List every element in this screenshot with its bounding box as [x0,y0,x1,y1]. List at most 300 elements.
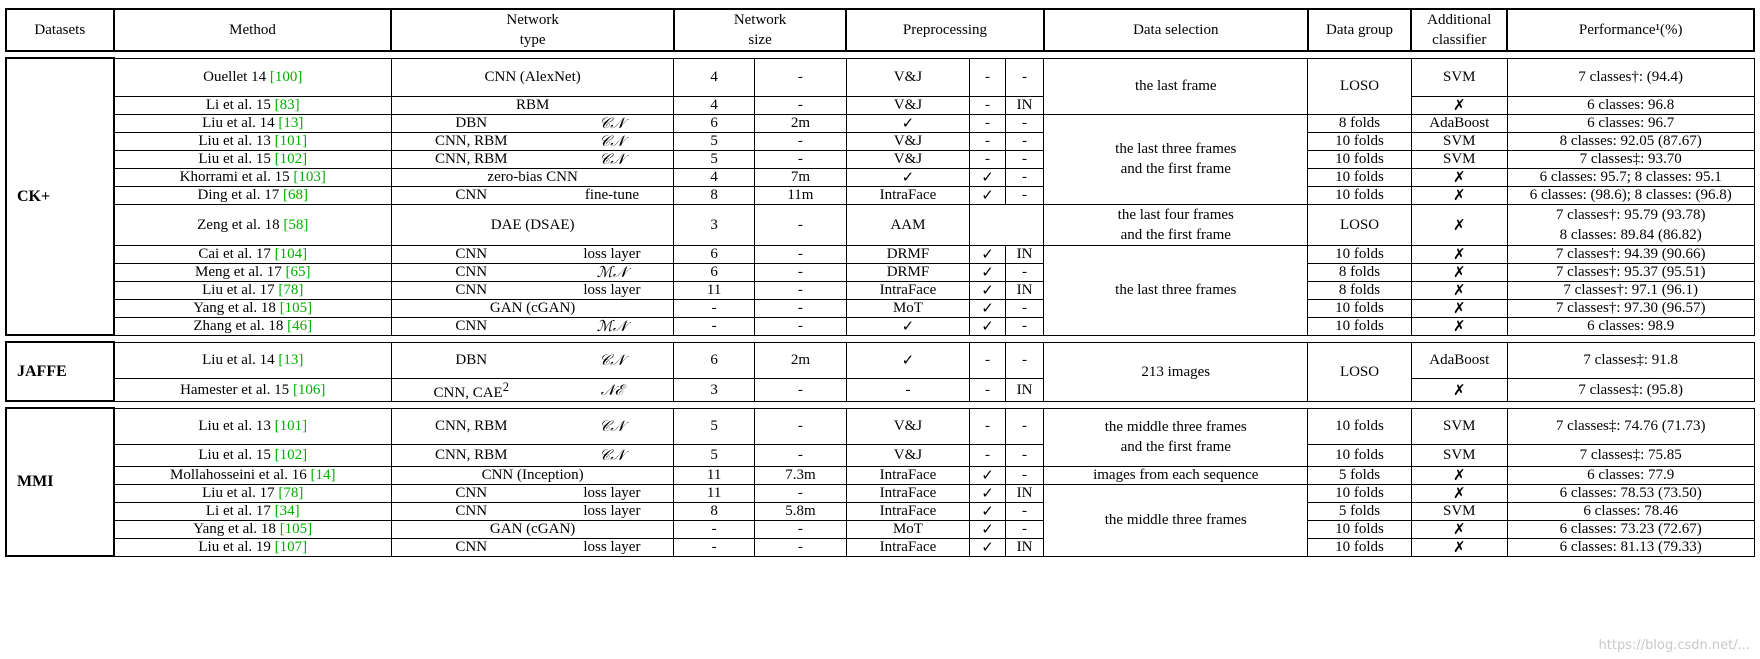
table-row [6,263,1754,281]
additional-classifier: ✗ [1411,96,1507,114]
additional-classifier: ✗ [1411,538,1507,556]
preprocess-normalization: - [1005,168,1043,186]
table-body [6,51,1754,556]
table-row [6,281,1754,299]
preprocess-augmentation: ✓ [970,168,1006,186]
network-params: - [754,132,846,150]
preprocess-normalization: IN [1005,281,1043,299]
gap-cell [6,51,1754,58]
citation-link[interactable]: [105] [279,300,313,316]
table-row [6,342,1754,378]
network-params: - [754,538,846,556]
citation-link[interactable]: [14] [310,467,336,483]
performance: 7 classes†: 95.79 (93.78) 8 classes: 89.84 (86.82) [1507,204,1754,245]
citation-link[interactable]: [13] [278,115,304,131]
data-group: 8 folds [1308,281,1411,299]
citation-link[interactable]: [101] [274,418,308,434]
header-preprocessing: Preprocessing [846,9,1043,51]
method-author: Mollahosseini et al. 16 [170,467,311,483]
table-row [6,204,1754,245]
additional-classifier: ✗ [1411,466,1507,484]
preprocess-augmentation: ✓ [970,245,1006,263]
method-cell [114,281,392,299]
method-author: Liu et al. 13 [198,133,275,149]
performance: 6 classes: 96.8 [1507,96,1754,114]
table-row [6,378,1754,401]
method-author: Ouellet 14 [203,69,270,85]
additional-classifier: ✗ [1411,204,1507,245]
data-group: 10 folds [1308,245,1411,263]
performance: 7 classes†: 95.37 (95.51) [1507,263,1754,281]
preprocess-augmentation: ✓ [970,538,1006,556]
table-row [6,317,1754,335]
method-author: Zeng et al. 18 [197,216,284,233]
network-depth: 4 [674,96,755,114]
preprocess-augmentation: ✓ [970,484,1006,502]
dataset-name: JAFFE [6,342,114,401]
preprocess-augmentation: - [970,150,1006,168]
network-params: 7.3m [754,466,846,484]
table-row [6,466,1754,484]
network-params: - [754,281,846,299]
header-data-selection: Data selection [1044,9,1308,51]
table-row [6,58,1754,96]
citation-link[interactable]: [106] [292,381,326,398]
method-cell [114,520,392,538]
gap-cell [6,335,1754,342]
method-cell [114,204,392,245]
preprocess-augmentation: - [970,132,1006,150]
preprocess-normalization: - [1005,114,1043,132]
network-modifier: loss layer [551,484,674,502]
table-row [6,114,1754,132]
network-params: 11m [754,186,846,204]
header-network-size: Network size [674,9,847,51]
preprocess-augmentation: ✓ [970,186,1006,204]
method-author: Hamester et al. 15 [180,381,293,398]
preprocess-detection: IntraFace [846,484,969,502]
network-modifier: 𝒞𝒩 [551,408,674,444]
preprocess-detection: ✓ [846,317,969,335]
method-author: Liu et al. 17 [202,282,279,298]
additional-classifier: SVM [1411,150,1507,168]
preprocess-normalization: IN [1005,245,1043,263]
network-depth: 6 [674,342,755,378]
additional-classifier: SVM [1411,408,1507,444]
performance: 6 classes: 98.9 [1507,317,1754,335]
preprocess-normalization: - [1005,520,1043,538]
network-type: GAN (cGAN) [391,520,673,538]
preprocess-detection: V&J [846,96,969,114]
network-params: - [754,378,846,401]
preprocess-augmentation: ✓ [970,520,1006,538]
network-depth: 11 [674,466,755,484]
preprocess-detection: MoT [846,299,969,317]
network-modifier: 𝒩ℰ [551,378,674,401]
data-group: 10 folds [1308,317,1411,335]
preprocess-normalization: - [1005,150,1043,168]
data-selection: the last four frames and the first frame [1044,204,1308,245]
citation-link[interactable]: [78] [278,485,304,501]
network-depth: 11 [674,484,755,502]
network-params: 2m [754,342,846,378]
data-group: 8 folds [1308,114,1411,132]
method-author: Meng et al. 17 [195,264,286,280]
additional-classifier: SVM [1411,58,1507,96]
preprocess-augmentation: ✓ [970,317,1006,335]
citation-link[interactable]: [58] [283,216,309,233]
additional-classifier: SVM [1411,502,1507,520]
preprocess-detection: DRMF [846,263,969,281]
data-group: 10 folds [1308,408,1411,444]
network-params: - [754,299,846,317]
network-depth: 5 [674,150,755,168]
performance: 7 classes‡: 74.76 (71.73) [1507,408,1754,444]
performance: 7 classes‡: 93.70 [1507,150,1754,168]
network-type: CNN, RBM [391,444,550,466]
preprocess-normalization: - [1005,466,1043,484]
network-modifier: 𝒞𝒩 [551,114,674,132]
network-depth: 5 [674,444,755,466]
data-selection: the last frame [1044,58,1308,114]
preprocess-normalization: IN [1005,96,1043,114]
network-params: 5.8m [754,502,846,520]
citation-link[interactable]: [46] [287,318,313,334]
preprocess-augmentation [970,204,1044,245]
table-row [6,408,1754,444]
preprocess-detection: V&J [846,444,969,466]
network-type: CNN (Inception) [391,466,673,484]
data-group: 10 folds [1308,168,1411,186]
method-author: Yang et al. 18 [193,300,280,316]
data-selection: the middle three frames [1044,484,1308,556]
citation-link[interactable]: [105] [279,521,313,537]
citation-link[interactable]: [83] [274,97,300,113]
table-row [6,150,1754,168]
preprocess-detection: IntraFace [846,502,969,520]
preprocess-augmentation: - [970,378,1006,401]
table-row [6,132,1754,150]
data-group: 5 folds [1308,502,1411,520]
network-depth: 6 [674,114,755,132]
citation-link[interactable]: [102] [274,447,308,463]
additional-classifier: AdaBoost [1411,114,1507,132]
network-modifier: loss layer [551,245,674,263]
header-performance: Performance¹(%) [1507,9,1754,51]
data-group: LOSO [1308,58,1411,114]
method-author: Liu et al. 15 [198,447,275,463]
network-params: - [754,263,846,281]
method-cell [114,444,392,466]
network-modifier: fine-tune [551,186,674,204]
network-type: CNN [391,263,550,281]
preprocess-detection: ✓ [846,168,969,186]
method-cell [114,58,392,96]
method-author: Liu et al. 15 [198,151,275,167]
method-author: Liu et al. 14 [202,115,279,131]
method-cell [114,150,392,168]
network-params: - [754,245,846,263]
network-params: - [754,408,846,444]
preprocess-detection: DRMF [846,245,969,263]
network-params: - [754,484,846,502]
citation-link[interactable]: [102] [274,151,308,167]
table-row [6,502,1754,520]
table-row [6,520,1754,538]
citation-link[interactable]: [103] [293,169,326,185]
preprocess-detection: IntraFace [846,186,969,204]
network-params: - [754,204,846,245]
results-table [5,8,1755,557]
method-cell [114,114,392,132]
citation-link[interactable]: [68] [282,187,308,203]
preprocess-normalization: - [1005,186,1043,204]
performance: 6 classes: 77.9 [1507,466,1754,484]
citation-link[interactable]: [13] [278,352,304,368]
network-type: CNN (AlexNet) [391,58,673,96]
data-selection: the middle three frames and the first frame [1044,408,1308,466]
data-group: LOSO [1308,204,1411,245]
table-row [6,444,1754,466]
method-cell [114,378,392,401]
header-method: Method [114,9,392,51]
network-modifier: 𝒞𝒩 [551,342,674,378]
preprocess-normalization: - [1005,132,1043,150]
preprocess-normalization: - [1005,342,1043,378]
citation-link[interactable]: [100] [269,69,303,85]
preprocess-augmentation: ✓ [970,281,1006,299]
preprocess-normalization: - [1005,444,1043,466]
performance: 7 classes‡: 75.85 [1507,444,1754,466]
citation-link[interactable]: [104] [274,246,308,262]
preprocess-normalization: - [1005,502,1043,520]
method-cell [114,96,392,114]
preprocess-detection: IntraFace [846,538,969,556]
preprocess-detection: V&J [846,408,969,444]
network-params: - [754,150,846,168]
performance: 6 classes: 78.53 (73.50) [1507,484,1754,502]
method-author: Li et al. 17 [205,503,275,519]
performance: 7 classes†: (94.4) [1507,58,1754,96]
network-type: CNN, CAE$^2$ [391,378,550,401]
header-row [6,9,1754,51]
network-type: CNN [391,538,550,556]
preprocess-detection: V&J [846,58,969,96]
citation-link[interactable]: [107] [274,539,308,555]
preprocess-augmentation: - [970,342,1006,378]
preprocess-augmentation: ✓ [970,466,1006,484]
network-type: GAN (cGAN) [391,299,673,317]
data-group: 10 folds [1308,444,1411,466]
network-depth: 3 [674,204,755,245]
additional-classifier: ✗ [1411,281,1507,299]
performance: 7 classes‡: 91.8 [1507,342,1754,378]
additional-classifier: ✗ [1411,520,1507,538]
additional-classifier: SVM [1411,444,1507,466]
method-author: Liu et al. 13 [198,418,275,434]
network-type: CNN [391,317,550,335]
additional-classifier: ✗ [1411,484,1507,502]
performance: 6 classes: (98.6); 8 classes: (96.8) [1507,186,1754,204]
network-params: - [754,520,846,538]
network-type: DBN [391,114,550,132]
network-modifier: loss layer [551,281,674,299]
network-type: DBN [391,342,550,378]
preprocess-detection: ✓ [846,114,969,132]
network-depth: 4 [674,168,755,186]
network-depth: 5 [674,408,755,444]
additional-classifier: ✗ [1411,186,1507,204]
preprocess-detection: - [846,378,969,401]
network-params: - [754,58,846,96]
preprocess-detection: MoT [846,520,969,538]
network-type: CNN [391,281,550,299]
footnote-marker: 2 [502,379,509,394]
network-depth: 4 [674,58,755,96]
data-selection: the last three frames and the first frame [1044,114,1308,204]
table-row [6,186,1754,204]
data-group: 10 folds [1308,186,1411,204]
network-type: CNN [391,502,550,520]
network-depth: 8 [674,186,755,204]
additional-classifier: ✗ [1411,168,1507,186]
network-type: RBM [391,96,673,114]
method-cell [114,317,392,335]
method-author: Yang et al. 18 [193,521,280,537]
data-selection: images from each sequence [1044,466,1308,484]
table-row [6,96,1754,114]
performance: 7 classes‡: (95.8) [1507,378,1754,401]
performance: 8 classes: 92.05 (87.67) [1507,132,1754,150]
preprocess-normalization: IN [1005,378,1043,401]
data-group: 10 folds [1308,132,1411,150]
preprocess-normalization: IN [1005,538,1043,556]
section-gap [6,335,1754,342]
network-depth: 6 [674,263,755,281]
header-network-type: Network type [391,9,673,51]
network-type: DAE (DSAE) [391,204,673,245]
gap-cell [6,401,1754,408]
table-row [6,299,1754,317]
preprocess-detection: V&J [846,132,969,150]
citation-link[interactable]: [34] [274,503,300,519]
method-cell [114,168,392,186]
data-selection: 213 images [1044,342,1308,401]
network-modifier: ℳ𝒩 [551,317,674,335]
preprocess-detection: AAM [846,204,969,245]
performance: 7 classes†: 97.1 (96.1) [1507,281,1754,299]
network-params: 7m [754,168,846,186]
citation-link[interactable]: [101] [274,133,308,149]
network-depth: - [674,538,755,556]
data-group: 10 folds [1308,538,1411,556]
method-cell [114,299,392,317]
method-cell [114,245,392,263]
method-author: Khorrami et al. 15 [179,169,294,185]
network-depth: 3 [674,378,755,401]
network-type: CNN [391,186,550,204]
method-cell [114,132,392,150]
method-cell [114,408,392,444]
network-modifier: 𝒞𝒩 [551,150,674,168]
method-author: Liu et al. 14 [202,352,279,368]
section-gap [6,401,1754,408]
network-params: - [754,96,846,114]
header-data-group: Data group [1308,9,1411,51]
method-author: Li et al. 15 [205,97,275,113]
preprocess-normalization: - [1005,58,1043,96]
dataset-name: MMI [6,408,114,556]
network-type: CNN, RBM [391,150,550,168]
performance: 7 classes†: 94.39 (90.66) [1507,245,1754,263]
preprocess-detection: IntraFace [846,281,969,299]
method-author: Cai et al. 17 [198,246,275,262]
method-cell [114,538,392,556]
network-depth: - [674,520,755,538]
preprocess-augmentation: - [970,58,1006,96]
data-group: 10 folds [1308,299,1411,317]
performance: 6 classes: 96.7 [1507,114,1754,132]
data-group: 5 folds [1308,466,1411,484]
network-type: zero-bias CNN [391,168,673,186]
data-group: 8 folds [1308,263,1411,281]
preprocess-augmentation: - [970,114,1006,132]
preprocess-augmentation: ✓ [970,502,1006,520]
network-depth: 11 [674,281,755,299]
preprocess-detection: IntraFace [846,466,969,484]
preprocess-normalization: IN [1005,484,1043,502]
preprocess-augmentation: - [970,96,1006,114]
network-modifier: 𝒞𝒩 [551,444,674,466]
network-type: CNN, RBM [391,132,550,150]
method-cell [114,186,392,204]
table-row [6,245,1754,263]
performance: 6 classes: 73.23 (72.67) [1507,520,1754,538]
method-author: Liu et al. 17 [202,485,279,501]
citation-link[interactable]: [78] [278,282,304,298]
network-params: - [754,444,846,466]
additional-classifier: ✗ [1411,245,1507,263]
preprocess-normalization: - [1005,299,1043,317]
network-depth: 8 [674,502,755,520]
preprocess-detection: ✓ [846,342,969,378]
additional-classifier: ✗ [1411,299,1507,317]
method-cell [114,342,392,378]
performance: 6 classes: 78.46 [1507,502,1754,520]
citation-link[interactable]: [65] [285,264,311,280]
network-depth: 5 [674,132,755,150]
data-group: 10 folds [1308,484,1411,502]
network-modifier: ℳ𝒩 [551,263,674,281]
additional-classifier: ✗ [1411,263,1507,281]
table-row [6,168,1754,186]
method-author: Liu et al. 19 [198,539,275,555]
header-additional-classifier: Additional classifier [1411,9,1507,51]
additional-classifier: AdaBoost [1411,342,1507,378]
data-group: 10 folds [1308,520,1411,538]
watermark: https://blog.csdn.net/... [1598,638,1750,653]
dataset-name: CK+ [6,58,114,335]
preprocess-detection: V&J [846,150,969,168]
table-row [6,538,1754,556]
network-params: - [754,317,846,335]
additional-classifier: ✗ [1411,378,1507,401]
network-depth: 6 [674,245,755,263]
network-depth: - [674,299,755,317]
performance: 7 classes†: 97.30 (96.57) [1507,299,1754,317]
method-cell [114,263,392,281]
preprocess-normalization: - [1005,317,1043,335]
